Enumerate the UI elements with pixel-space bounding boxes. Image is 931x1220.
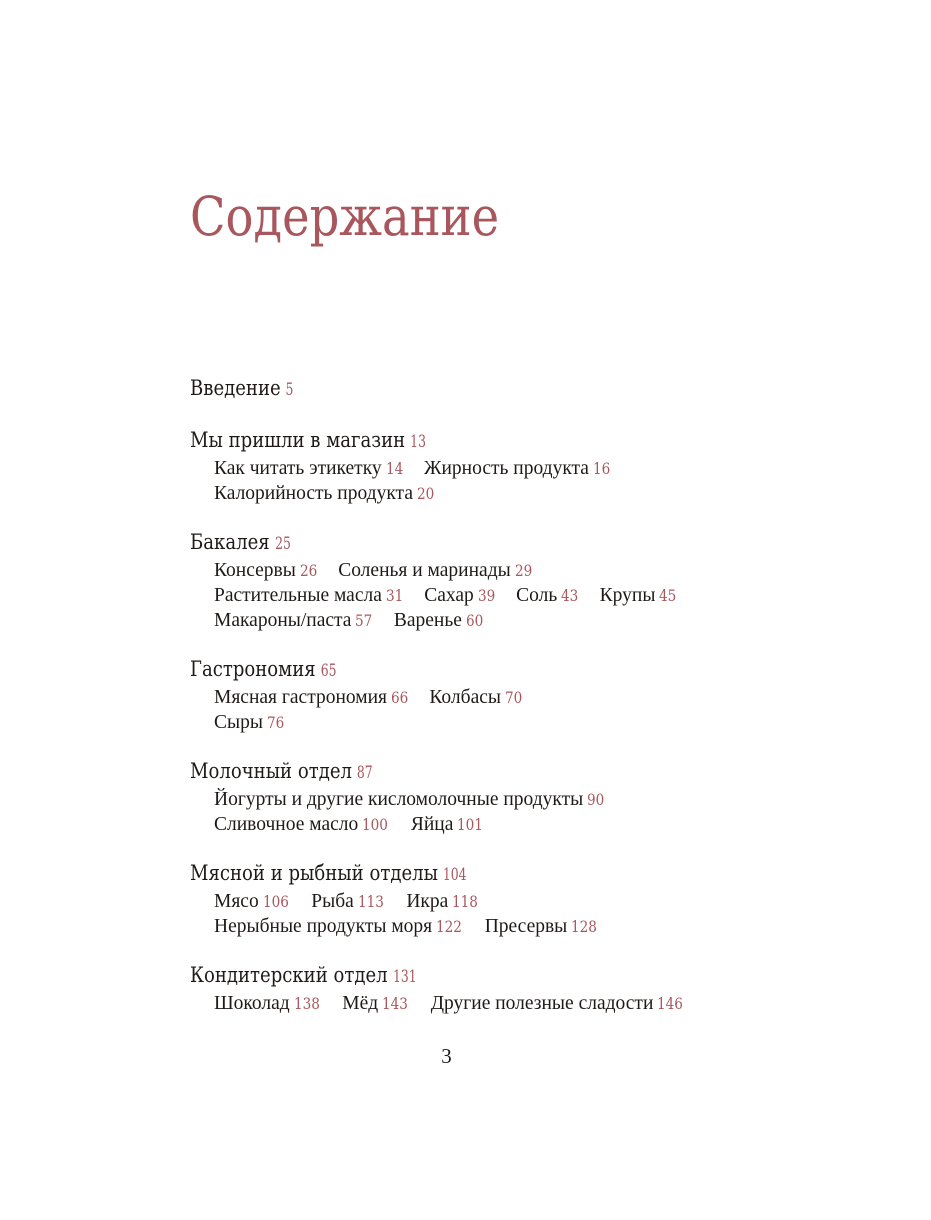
toc-subsection-entry[interactable] (214, 685, 411, 710)
toc-subsection-page-number: 29 (514, 561, 533, 580)
toc-subsection-title: Нерыбные продукты моря (214, 916, 433, 937)
toc-subsection-page-number: 16 (592, 459, 611, 478)
toc-subsection-line (214, 583, 890, 608)
toc-subsection-title: Сахар (424, 585, 474, 606)
toc-section-title: Кондитерский отдел (190, 963, 388, 987)
toc-subsection-entry[interactable] (394, 608, 486, 633)
toc-section-page-number: 65 (320, 661, 337, 681)
toc-subsection-page-number: 106 (262, 892, 289, 911)
toc-section-title: Введение (190, 376, 281, 400)
toc-section (190, 527, 890, 633)
toc-subsection-title: Икра (406, 891, 449, 912)
toc-subsection-page-number: 60 (465, 611, 484, 630)
toc-subsection-title: Другие полезные сладости (430, 993, 654, 1014)
toc-subsection-entry[interactable] (600, 583, 680, 608)
toc-subsection-title: Колбасы (429, 687, 501, 708)
toc-section-page-number: 25 (274, 534, 291, 554)
toc-subsection-title: Шоколад (214, 993, 290, 1014)
toc-section (190, 960, 890, 1016)
toc-section-heading[interactable] (190, 425, 792, 456)
toc-subsection-entry[interactable] (214, 558, 320, 583)
toc-subsection-page-number: 90 (587, 790, 605, 809)
toc-subsection-entry[interactable] (214, 889, 293, 914)
toc-subsection-title: Как читать этикетку (214, 458, 382, 479)
toc-subsection-title: Крупы (599, 585, 656, 606)
toc-subsection-page-number: 122 (436, 917, 463, 936)
toc-section-title: Бакалея (190, 530, 270, 554)
table-of-contents (190, 373, 890, 1037)
toc-subsection-entry[interactable] (406, 889, 483, 914)
toc-subsection-page-number: 14 (385, 459, 403, 478)
toc-section (190, 858, 890, 939)
toc-subsection-entry[interactable] (214, 914, 467, 939)
toc-subsection-page-number: 66 (391, 688, 409, 707)
toc-subsection-entry[interactable] (214, 481, 437, 506)
toc-subsection-entry[interactable] (214, 787, 608, 812)
toc-subsection-entry[interactable] (342, 991, 412, 1016)
toc-section (190, 425, 890, 506)
toc-subsection-title: Растительные масла (214, 585, 382, 606)
toc-subsection-title: Сыры (214, 712, 263, 733)
toc-section (190, 756, 890, 837)
toc-subsection-entry[interactable] (311, 889, 388, 914)
toc-section-page-number: 5 (285, 380, 294, 400)
toc-subsection-title: Рыба (311, 891, 354, 912)
toc-section-heading[interactable] (190, 756, 792, 787)
toc-section-heading[interactable] (190, 858, 792, 889)
toc-subsection-line (214, 991, 890, 1016)
toc-subsection-page-number: 20 (416, 484, 435, 503)
toc-subsection-title: Йогурты и другие кисломолочные продукты (214, 789, 584, 810)
toc-subsection-page-number: 143 (382, 994, 409, 1013)
toc-subsection-page-number: 76 (266, 713, 285, 732)
toc-subsection-title: Консервы (214, 560, 296, 581)
toc-subsection-page-number: 100 (362, 815, 389, 834)
toc-subsection-line (214, 481, 890, 506)
toc-section-page-number: 87 (357, 763, 373, 783)
toc-subsection-title: Жирность продукта (424, 458, 589, 479)
toc-subsection-page-number: 70 (504, 688, 523, 707)
toc-subsection-line (214, 456, 890, 481)
toc-subsection-page-number: 39 (477, 586, 496, 605)
toc-subsection-line (214, 914, 890, 939)
toc-subsection-page-number: 146 (657, 994, 684, 1013)
toc-subsection-page-number: 26 (299, 561, 318, 580)
toc-section-page-number: 104 (443, 865, 467, 885)
toc-subsection-line (214, 710, 890, 735)
toc-subsection-title: Варенье (393, 610, 462, 631)
toc-subsection-entry[interactable] (485, 914, 602, 939)
toc-subsection-entry[interactable] (214, 608, 376, 633)
toc-subsection-line (214, 787, 890, 812)
toc-subsection-entry[interactable] (214, 812, 393, 837)
toc-subsection-page-number: 138 (293, 994, 320, 1013)
toc-section (190, 654, 890, 735)
toc-subsection-entry[interactable] (338, 558, 535, 583)
toc-subsection-line (214, 889, 890, 914)
page-title: Содержание (190, 185, 500, 248)
toc-subsection-title: Сливочное масло (214, 814, 359, 835)
toc-subsection-entry[interactable] (429, 685, 525, 710)
toc-subsection-title: Мёд (342, 993, 379, 1014)
toc-subsection-title: Пресервы (484, 916, 568, 937)
toc-subsection-entry[interactable] (214, 456, 406, 481)
toc-subsection-entry[interactable] (214, 991, 324, 1016)
toc-section-heading[interactable] (190, 654, 792, 685)
toc-subsection-page-number: 57 (355, 611, 373, 630)
page-number: 3 (441, 1044, 452, 1068)
toc-section-title: Гастрономия (190, 657, 316, 681)
toc-subsection-title: Мясо (214, 891, 259, 912)
toc-subsection-entry[interactable] (424, 456, 613, 481)
toc-subsection-page-number: 31 (385, 586, 404, 605)
toc-subsection-line (214, 812, 890, 837)
toc-subsection-entry[interactable] (424, 583, 498, 608)
toc-subsection-line (214, 558, 890, 583)
toc-subsection-line (214, 608, 890, 633)
toc-subsection-page-number: 45 (659, 586, 677, 605)
toc-subsection-page-number: 128 (571, 917, 598, 936)
toc-section-heading[interactable] (190, 960, 792, 991)
toc-subsection-page-number: 118 (452, 892, 479, 911)
toc-subsection-page-number: 113 (357, 892, 384, 911)
toc-section (190, 373, 890, 404)
toc-subsection-entry[interactable] (516, 583, 581, 608)
toc-subsection-title: Яйца (410, 814, 454, 835)
toc-subsection-title: Калорийность продукта (214, 483, 413, 504)
toc-section-title: Мясной и рыбный отделы (190, 861, 438, 885)
toc-subsection-title: Макароны/паста (214, 610, 352, 631)
toc-subsection-title: Мясная гастрономия (214, 687, 388, 708)
toc-subsection-page-number: 101 (457, 815, 484, 834)
toc-section-title: Молочный отдел (190, 759, 352, 783)
toc-subsection-page-number: 43 (561, 586, 579, 605)
toc-subsection-entry[interactable] (411, 812, 488, 837)
toc-subsection-entry[interactable] (431, 991, 688, 1016)
toc-subsection-line (214, 685, 890, 710)
toc-section-heading[interactable] (190, 373, 792, 404)
toc-section-page-number: 13 (410, 432, 427, 452)
toc-section-heading[interactable] (190, 527, 792, 558)
toc-subsection-title: Соль (516, 585, 558, 606)
toc-section-title: Мы пришли в магазин (190, 428, 406, 452)
toc-subsection-title: Соленья и маринады (338, 560, 511, 581)
toc-section-page-number: 131 (392, 967, 417, 987)
toc-subsection-entry[interactable] (214, 583, 406, 608)
toc-subsection-entry[interactable] (214, 710, 287, 735)
